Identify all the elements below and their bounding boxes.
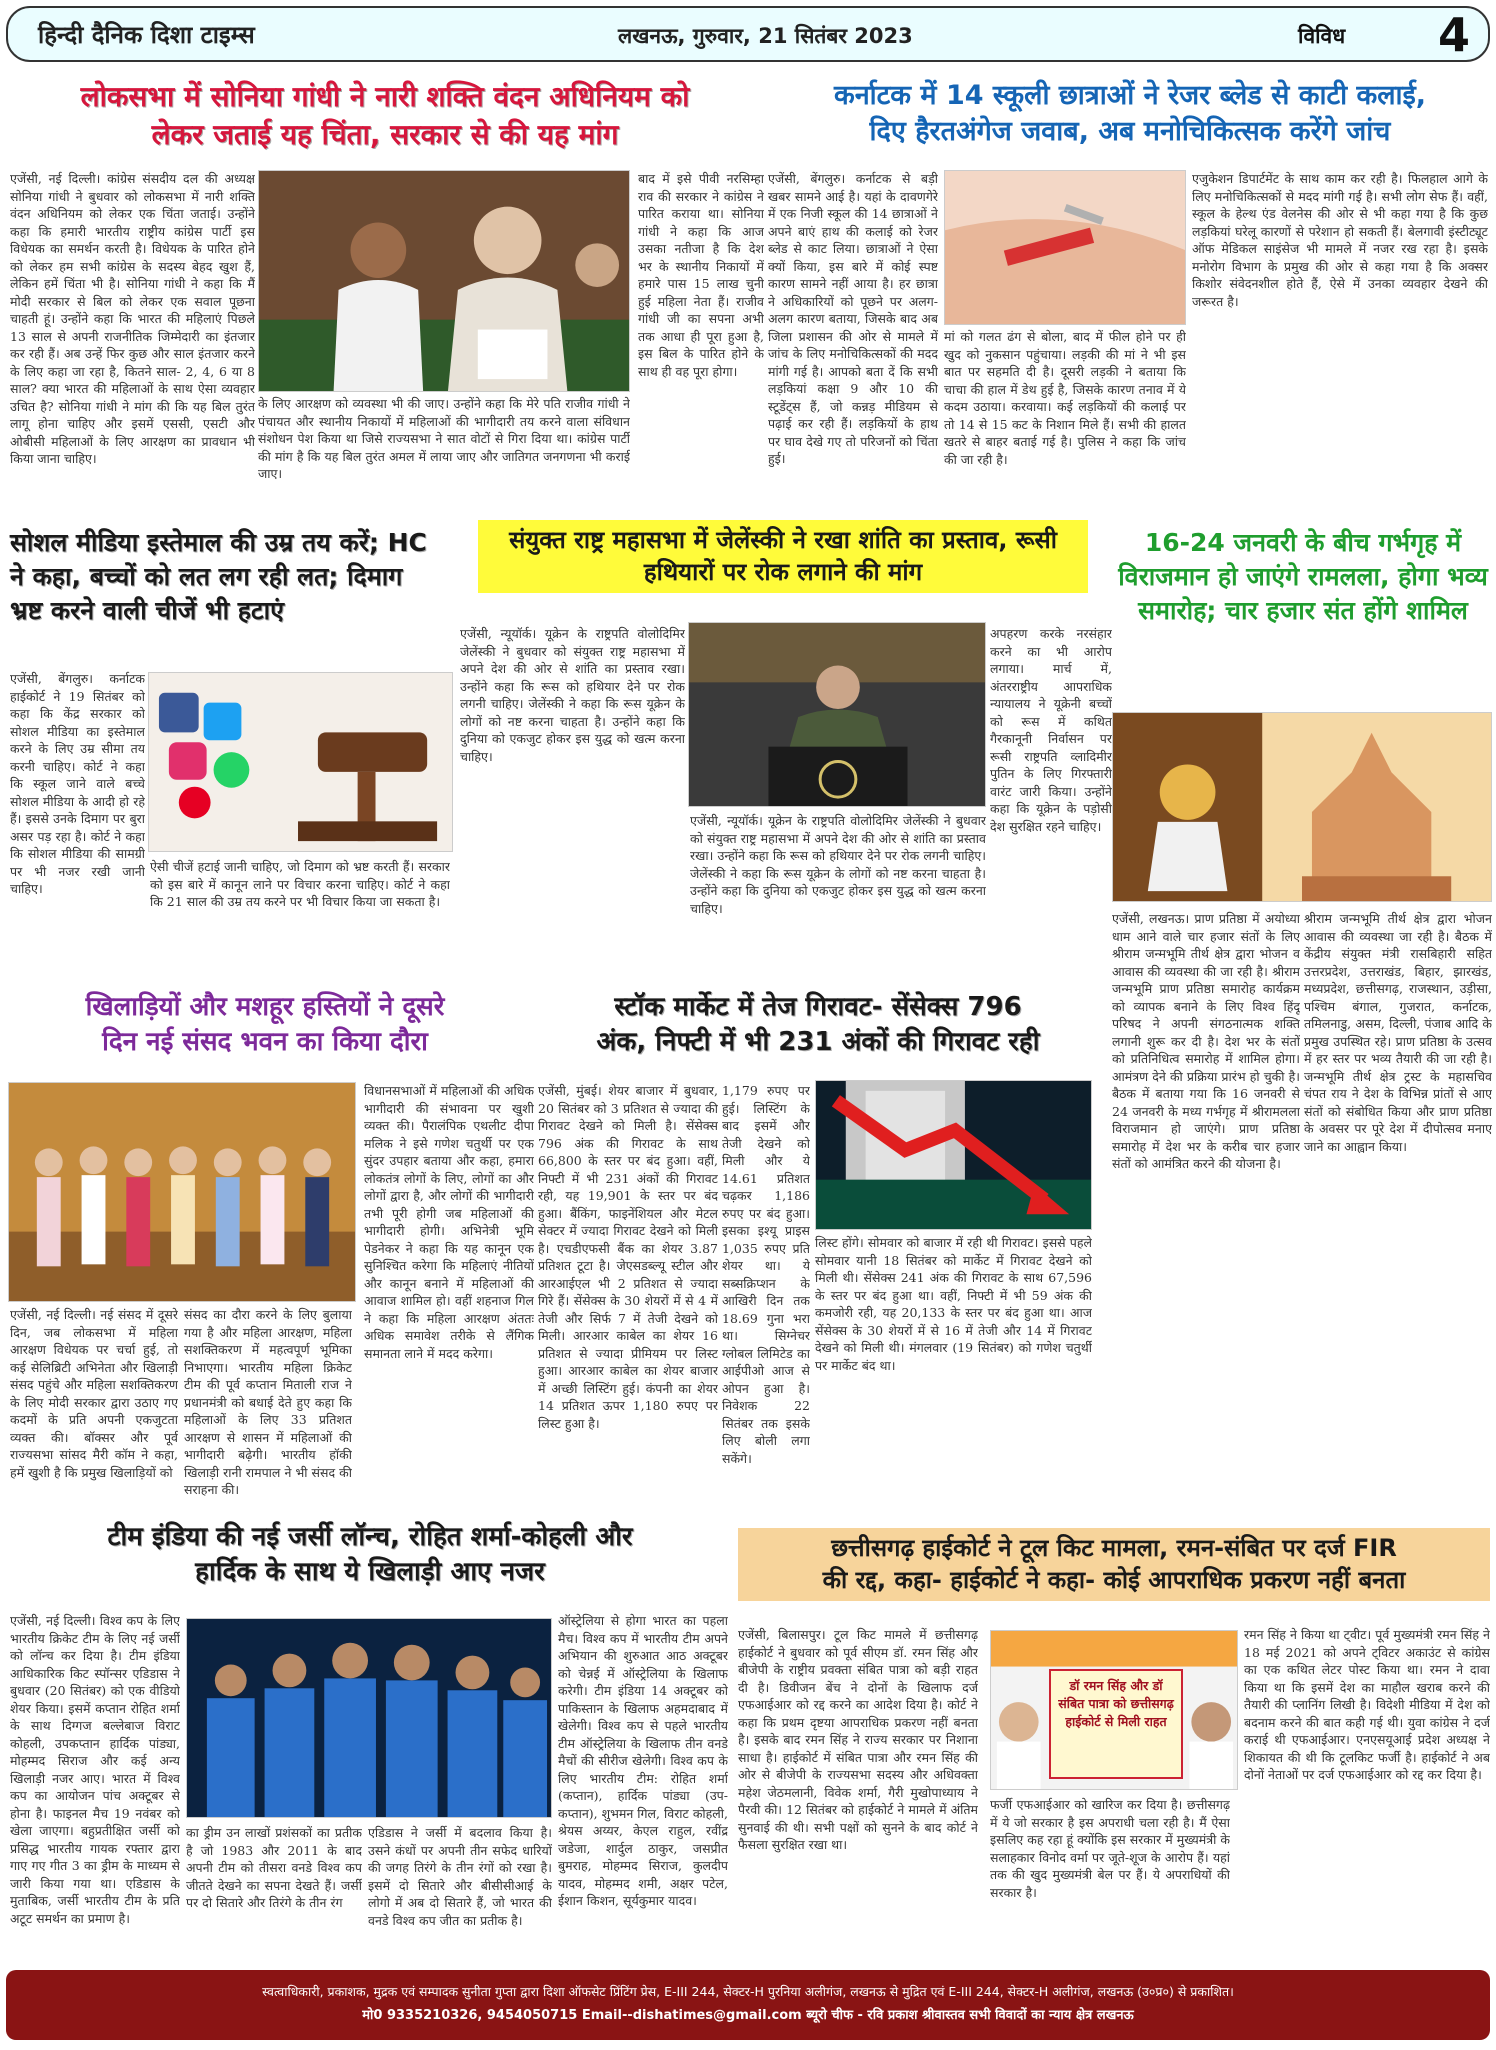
masthead: [6, 6, 1490, 62]
headline-line: स्टॉक मार्केट में तेज गिरावट- सेंसेक्स 796: [614, 992, 1022, 1022]
headline-line: दिन नई संसद भवन का किया दौरा: [102, 1027, 428, 1058]
story-column: ऐसी चीजें हटाई जानी चाहिए, जो दिमाग को भ्रष्ट करती हैं। सरकार को इस बारे में कानून लाने पर विचार करना चाहिए। कोर्ट ने कहा कि 21 साल की उम्र तय करने पर भी विचार किया जा सकता है।: [150, 859, 450, 909]
zelensky-un-photo: [688, 622, 986, 807]
headline-social-media: सोशल मीडिया इस्तेमाल की उम्र तय करें; HC ने कहा, बच्चों को लत लग रही लत; दिमाग भ्रष्ट करने वाली चीजें भी हटाएं: [10, 528, 427, 625]
headline-line: अंक, निफ्टी में भी 231 अंकों की गिरावट रही: [596, 1027, 1040, 1058]
headline-line: कर्नाटक में 14 स्कूली छात्राओं ने रेजर ब्लेड से काटी कलाई,: [833, 80, 1427, 111]
story-column: एजेंसी, बेंगलुरु। कर्नाटक हाईकोर्ट ने 19 सितंबर को कहा कि केंद्र सरकार को सोशल मीडिया का इस्तेमाल करने के लिए उम्र सीमा तय करनी चाहिए। कोर्ट ने कहा कि स्कूल जाने वाले बच्चे सोशल मीडिया के आदी हो रहे हैं। इससे उनके दिमाग पर बुरा असर पड़ रहा है। कोर्ट ने कहा कि सोशल मीडिया की सामग्री पर भी नजर रखी जानी चाहिए।: [10, 671, 145, 896]
headline-line: छत्तीसगढ़ हाईकोर्ट ने टूल किट मामला, रमन-संबित पर दर्ज FIR: [831, 1534, 1397, 1562]
imprint-line: स्वत्वाधिकारी, प्रकाशक, मुद्रक एवं सम्पादक सुनीता गुप्ता द्वारा दिशा ऑफसेट प्रिंटिंग प्रेस, E-III 244, सेक्टर-H पुरनिया अलीगंज, लखनऊ से मुद्रित एवं E-III 244, सेक्टर-H अलीगंज, लखनऊ (उ०प्र०) से प्रकाशित।: [262, 1984, 1234, 1999]
story-column: एजेंसी, न्यूयॉर्क। यूक्रेन के राष्ट्रपति वोलोदिमिर जेलेंस्की ने बुधवार को संयुक्त राष्ट्र महासभा में अपने देश की ओर से शांति का प्रस्ताव रखा। उन्होंने कहा कि रूस को हथियार देने पर रोक लगनी चाहिए। जेलेंस्की ने कहा कि रूस यूक्रेन के लोगों को नष्ट करना चाहता है। उन्होंने कहा कि दुनिया को एकजुट होकर इस युद्ध को खत्म करना चाहिए।: [460, 626, 685, 764]
photo-caption: डॉ रमन सिंह और डॉ संबित पात्रा को छत्तीसगढ़ हाईकोर्ट से मिली राहत: [1049, 1669, 1183, 1779]
headline-zelensky: संयुक्त राष्ट्र महासभा में जेलेंस्की ने रखा शांति का प्रस्ताव, रूसी हथियारों पर रोक लगाने की मांग: [478, 520, 1088, 593]
story-column: एजेंसी, बेंगलुरु। कर्नाटक से बड़ी खबर सामने आई है। यहां के दावणगेरे में एक निजी स्कूल की 14 छात्राओं ने अपने बाएं हाथ की कलाई को रेजर ब्लेड से काट लिया। छात्राओं ने ऐसा क्यों किया, इस बारे में कोई स्पष्ट कारण सामने नहीं आया है। हर छात्रा ने अधिकारियों को पूछने पर अलग-अलग कारण बताया, जिसके बाद अब जिला प्रशासन की ओर से मामले में जांच के लिए मनोचिकित्सकों की मदद मांगी गई है। आपको बता दें कि सभी लड़कियां कक्षा 9 और 10 की स्टूडेंट्स हैं, जो कन्नड़ मीडियम से पढ़ाई कर रही हैं। लड़कियों के हाथ पर घाव देखे गए तो परिजनों को चिंता हुई।: [768, 171, 938, 466]
story-column: रमन सिंह ने किया था ट्वीट। पूर्व मुख्यमंत्री रमन सिंह ने 18 मई 2021 को अपने ट्विटर अकाउंट से कांग्रेस का एक कथित लेटर पोस्ट किया था। रमन ने दावा किया था कि इसमें देश का माहौल खराब करने की तैयारी की प्लानिंग लिखी है। विदेशी मीडिया में देश को बदनाम करने की बात कही गई थी। युवा कांग्रेस ने दर्ज कराई थी एफआईआर। एनएसयूआई प्रदेश अध्यक्ष ने शिकायत की थी कि टूलकिट फर्जी है। हाईकोर्ट ने अब दोनों नेताओं पर दर्ज एफआईआर को रद्द कर दिया है।: [1244, 1627, 1490, 1782]
contact-line: मो0 9335210326, 9454050715 Email--dishatimes@gmail.com ब्यूरो चीफ - रवि प्रकाश श्रीवास्तव सभी विवादों का न्याय क्षेत्र लखनऊ: [362, 2008, 1134, 2023]
headline-parliament-visit: [10, 990, 520, 1060]
headline-stock-market: [548, 990, 1088, 1060]
story-column: के लिए आरक्षण को व्यवस्था भी की जाए। उन्होंने कहा कि मेरे पति राजीव गांधी ने पंचायत और स्थानीय निकायों में महिलाओं की भागीदारी तय करने वाला संविधान संशोधन पेश किया था जिसे राज्यसभा ने सात वोटों से गिरा दिया था। कांग्रेस पार्टी की मांग है कि यह बिल तुरंत अमल में लाया जाए और जातिगत जनगणना भी कराई जाए।: [258, 396, 630, 481]
story-column: एजेंसी, लखनऊ। प्राण प्रतिष्ठा में अयोध्या धाम आने वाले चार हजार संतों के लिए श्रीराम जन्मभूमि तीर्थ क्षेत्र द्वारा भोजन व आवास की व्यवस्था की जा रही है। श्रीराम जन्मभूमि प्राण प्रतिष्ठा समारोह कार्यक्रम को व्यापक बनाने के लिए विश्व हिंदू परिषद ने अपनी संगठनात्मक शक्ति लगानी शुरू कर दी है। देश भर के संतों को प्रतिनिधित्व समारोह में शामिल होगा। आमंत्रण देने की प्रक्रिया प्रारंभ हो चुकी है। बैठक में बताया गया कि 16 जनवरी से 24 जनवरी के मध्य गर्भगृह में श्रीरामलला विराजमान हो जाएंगे। प्राण प्रतिष्ठा समारोह में देश भर के करीब चार हजार संतों को आमंत्रित करने की योजना है।: [1112, 911, 1300, 1171]
story-column: संसद का दौरा करने के लिए बुलाया गया है और महिला आरक्षण, महिला सशक्तिकरण में महत्वपूर्ण भूमिका निभाएगा। भारतीय महिला क्रिकेट टीम की पूर्व कप्तान मिताली राज ने प्रधानमंत्री को बधाई देते हुए कहा कि महिलाओं के लिए 33 प्रतिशत आरक्षण से शासन में महिलाओं की भागीदारी बढ़ेगी। भारतीय हॉकी खिलाड़ी रानी रामपाल ने भी संसद की सराहना की।: [184, 1307, 352, 1497]
celebrities-parliament-photo: [8, 1082, 356, 1302]
story-column: एजेंसी, नई दिल्ली। नई संसद में दूसरे दिन, जब लोकसभा में महिला आरक्षण विधेयक पर चर्चा हुई, तो कई सेलिब्रिटी अभिनेता और खिलाड़ी संसद पहुंचे और महिला सशक्तिकरण के लिए मोदी सरकार द्वारा उठाए गए कदमों के प्रति अपनी एकजुटता व्यक्त की। बॉक्सर और पूर्व राज्यसभा सांसद मैरी कॉम ने कहा, हमें खुशी है कि प्रमुख खिलाड़ियों को: [10, 1307, 178, 1480]
story-column: अपहरण करके नरसंहार करने का भी आरोप लगाया। मार्च में, अंतरराष्ट्रीय आपराधिक न्यायालय ने यूक्रेनी बच्चों को रूस में कथित गैरकानूनी निर्वासन पर रूसी राष्ट्रपति व्लादिमीर पुतिन के लिए गिरफ्तारी वारंट जारी किया। उन्होंने कहा कि यूक्रेन के पड़ोसी देश सुरक्षित रहने चाहिए।: [990, 626, 1112, 834]
headline-karnataka: [770, 78, 1490, 151]
headline-line: लेकर जताई यह चिंता, सरकार से की यह मांग: [151, 117, 619, 151]
story-column: एजेंसी, मुंबई। शेयर बाजार में बुधवार, 20 सितंबर को 3 प्रतिशत से ज्यादा की गिरावट देखने को मिली है। सेंसेक्स 796 अंक की गिरावट के साथ 66,800 के स्तर पर बंद हुआ। वहीं, निफ्टी में भी 231 अंकों की गिरावट रही, यह 19,901 के स्तर पर बंद हुआ। बैंकिंग, फाइनेंशियल और मेटल सेक्टर में ज्यादा गिरावट देखने को मिली है। एचडीएफसी बैंक का शेयर 3.87 प्रतिशत टूटा है। जेएसडब्ल्यू स्टील और आरआईएल भी 2 प्रतिशत से ज्यादा गिरे हैं। सेंसेक्स के 30 शेयरों में से 4 में तेजी और सिर्फ 7 में तेजी देखने को मिली। आरआर काबेल का शेयर 16 प्रतिशत से ज्यादा प्रीमियम पर लिस्ट हुआ। आरआर काबेल का शेयर बाजार में अच्छी लिस्टिंग हुई। कंपनी का शेयर 14 प्रतिशत ऊपर 1,180 रुपए पर लिस्ट हुआ है।: [538, 1083, 718, 1431]
headline-chhattisgarh: [738, 1528, 1490, 1601]
wrist-photo: [944, 170, 1186, 325]
story-column: बाद में इसे पीवी नरसिम्हा राव की सरकार ने कांग्रेस ने पारित कराया था। सोनिया गांधी ने कहा कि आज उसका नतीजा है कि देश भर के स्थानीय निकायों में हमारे पास 15 लाख चुनी हुई महिला नेता हैं। राजीव गांधी जी का सपना अभी तक आधा ही पूरा हुआ है, इस बिल के पारित होने के साथ ही वह पूरा होगा।: [638, 171, 764, 379]
section-name: विविध: [1298, 24, 1346, 48]
story-column: का ड्रीम उन लाखों प्रशंसकों का प्रतीक है जो 1983 और 2011 के बाद अपनी टीम को तीसरा वनडे विश्व कप जीतते देखने का सपना देखते हैं। जर्सी पर दो सितारे और तिरंगे के तीन रंग: [186, 1825, 362, 1910]
imprint-footer: [6, 1970, 1490, 2040]
headline-line: टीम इंडिया की नई जर्सी लॉन्च, रोहित शर्मा-कोहली और: [107, 1522, 633, 1552]
page-number: 4: [1438, 8, 1471, 62]
story-column: एजुकेशन डिपार्टमेंट के साथ काम कर रही है। फिलहाल आगे के लिए मनोचिकित्सकों से मदद मांगी गई है। सभी लोग सेफ हैं। वहीं, स्कूल के हेल्थ एंड वेलनेस की ओर से भी कहा गया है कि कुछ लड़कियां घरेलू कारणों से परेशान हो सकती हैं। बेलगावी इंस्टीट्यूट ऑफ मेडिकल साइंसेज भी मामले में नजर रख रहा है। इसके मनोरोग विभाग के प्रमुख की ओर से कहा गया है कि अक्सर किशोर संवेदनशील होते हैं, ऐसे में उनका व्यवहार देखने की जरूरत है।: [1192, 171, 1488, 309]
story-column: एजेंसी, नई दिल्ली। विश्व कप के लिए भारतीय क्रिकेट टीम के लिए नई जर्सी को लॉन्च कर दिया है। टीम इंडिया आधिकारिक किट स्पॉन्सर एडिडास ने बुधवार (20 सितंबर) को एक वीडियो शेयर किया। इसमें कप्तान रोहित शर्मा के साथ दिग्गज बल्लेबाज विराट कोहली, उपकप्तान हार्दिक पांड्या, मोहम्मद सिराज और कई अन्य खिलाड़ी नजर आए। भारत में विश्व कप का आयोजन पांच अक्टूबर से होना है। फाइनल मैच 19 नवंबर को खेला जाएगा। बहुप्रतीक्षित जर्सी को प्रसिद्ध भारतीय गायक रफ्तार द्वारा गाए गए गीत 3 का ड्रीम के माध्यम से जारी किया गया था। एडिडास के मुताबिक, जर्सी भारतीय टीम के प्रति अटूट समर्थन का प्रमाण है।: [10, 1613, 180, 1926]
story-column: मां को गलत ढंग से बोला, बाद में फील होने पर ही खुद को नुकसान पहुंचाया। लड़की की मां ने भी इस बात पर सहमति दी है। दूसरी लड़की ने बताया कि चाचा की हाल में डेथ हुई है, जिसके कारण तनाव में ये कदम उठाया। करवाया। कई लड़कियों की कलाई पर तो 14 से 15 कट के निशान मिले हैं। सभी की हालत खतरे से बाहर बताई गई है। पुलिस ने कहा कि जांच की जा रही है।: [944, 329, 1186, 467]
headline-sonia: [10, 78, 760, 154]
story-column: एजेंसी, बिलासपुर। टूल किट मामले में छत्तीसगढ़ हाईकोर्ट ने बुधवार को पूर्व सीएम डॉ. रमन सिंह और बीजेपी के राष्ट्रीय प्रवक्ता संबित पात्रा को बड़ी राहत दी है। डिवीजन बेंच ने दोनों के खिलाफ दर्ज एफआईआर को रद्द करने का आदेश दिया है। कोर्ट ने कहा कि प्रथम दृष्टया आपराधिक प्रकरण नहीं बनता है। इसके बाद रमन सिंह ने राज्य सरकार पर निशाना साधा है। हाईकोर्ट में संबित पात्रा और रमन सिंह की ओर से बीजेपी के राज्यसभा सदस्य और अधिवक्ता महेश जेठमलानी, विवेक शर्मा, गैरी मुखोपाध्याय ने पैरवी की। 12 सितंबर को हाईकोर्ट ने मामले में अंतिम सुनवाई की थी। सभी पक्षों को सुनने के बाद कोर्ट ने फैसला सुरक्षित रखा था।: [738, 1627, 978, 1852]
headline-line: हार्दिक के साथ ये खिलाड़ी आए नजर: [195, 1557, 545, 1588]
headline-ram-lalla: 16-24 जनवरी के बीच गर्भगृह में विराजमान हो जाएंगे रामलला, होगा भव्य समारोह; चार हजार संत होंगे शामिल: [1118, 528, 1488, 625]
headline-line: खिलाड़ियों और मशहूर हस्तियों ने दूसरे: [85, 992, 445, 1022]
headline-line: दिए हैरतअंगेज जवाब, अब मनोचिकित्सक करेंगे जांच: [869, 116, 1391, 148]
story-column: एजेंसी, न्यूयॉर्क। यूक्रेन के राष्ट्रपति वोलोदिमिर जेलेंस्की ने बुधवार को संयुक्त राष्ट्र महासभा में अपने देश की ओर से शांति का प्रस्ताव रखा। उन्होंने कहा कि रूस को हथियार देने पर रोक लगनी चाहिए। जेलेंस्की ने कहा कि रूस यूक्रेन के लोगों को नष्ट करना चाहता है। उन्होंने कहा कि दुनिया को एकजुट होकर इस युद्ध को खत्म करना चाहिए।: [690, 813, 986, 916]
headline-line: की रद्द, कहा- हाईकोर्ट ने कहा- कोई आपराधिक प्रकरण नहीं बनता: [822, 1566, 1406, 1595]
newspaper-name: हिन्दी दैनिक दिशा टाइम्स: [38, 21, 255, 49]
raman-sambit-photo: [990, 1630, 1238, 1790]
social-media-gavel-photo: [148, 672, 453, 852]
stock-market-photo: [815, 1080, 1092, 1230]
story-column: फर्जी एफआईआर को खारिज कर दिया है। छत्तीसगढ़ में ये जो सरकार है इस अपराधी चला रही है। मैं ऐसा इसलिए कह रहा हूं क्योंकि इस सरकार में मुख्यमंत्री के सलाहकार विनोद वर्मा पर जूते-शूज के आरोप हैं। यहां तक की खुद मुख्यमंत्री बेल पर हैं। ये अपराधियों की सरकार है।: [990, 1797, 1230, 1900]
story-column: एजेंसी, नई दिल्ली। कांग्रेस संसदीय दल की अध्यक्ष सोनिया गांधी ने बुधवार को लोकसभा में नारी शक्ति वंदन अधिनियम को लेकर एक चिंता जताई। उन्होंने कहा कि हमारी भारतीय राष्ट्रीय कांग्रेस पार्टी इस विधेयक का समर्थन करती है। विधेयक के पारित होने को लेकर हम सभी कांग्रेस के सदस्य बेहद खुश हैं, लेकिन हमें चिंता भी है। सोनिया गांधी ने कहा कि मैं मोदी सरकार से बिल को लेकर एक सवाल पूछना चाहती हूं। उन्होंने कहा कि भारत की महिलाएं पिछले 13 साल से अपनी राजनीतिक जिम्मेदारी का इंतजार कर रही हैं। अब उन्हें फिर कुछ और साल इंतजार करने के लिए कहा जा रहा है, कितने साल- 2, 4, 6 या 8 साल? क्या भारत की महिलाओं के साथ ऐसा व्यवहार उचित है? सोनिया गांधी ने मांग की कि यह बिल तुरंत लागू होना चाहिए और इसमें एससी, एसटी और ओबीसी महिलाओं के लिए आरक्षण का प्रावधान भी किया जाना चाहिए।: [10, 171, 255, 466]
dateline: लखनऊ, गुरुवार, 21 सितंबर 2023: [618, 24, 913, 48]
story-column: लिस्ट होंगे। सोमवार को बाजार में रही थी गिरावट। इससे पहले सोमवार यानी 18 सितंबर को मार्केट में गिरावट देखने को मिली थी। सेंसेक्स 241 अंक की गिरावट के साथ 67,596 के स्तर पर बंद हुआ था। वहीं, निफ्टी में भी 59 अंक की कमजोरी रही, यह 20,133 के स्तर पर बंद हुआ था। आज सेंसेक्स के 30 शेयरों में से 16 में तेजी और 14 में गिरावट देखने को मिली थी। मंगलवार (19 सितंबर) को गणेश चतुर्थी पर मार्केट बंद था।: [815, 1235, 1092, 1373]
headline-line: लोकसभा में सोनिया गांधी ने नारी शक्ति वंदन अधिनियम को: [80, 80, 690, 113]
story-column: श्रीराम जन्मभूमि तीर्थ क्षेत्र द्वारा भोजन आवास की व्यवस्था जा रही है। बैठक में केंद्रीय संयुक्त मंत्री रासबिहारी सहित उत्तरप्रदेश, उत्तराखंड, बिहार, झारखंड, मध्यप्रदेश, छत्तीसगढ़, राजस्थान, उड़ीसा, पश्चिम बंगाल, गुजरात, कर्नाटक, तमिलनाडु, असम, दिल्ली, पंजाब आदि के प्रमुख उपस्थित रहे। प्राण प्रतिष्ठा के उत्सव में हर स्तर पर भव्य तैयारी की जा रही है। जन्मभूमि तीर्थ क्षेत्र ट्रस्ट के महासचिव चंपत राय ने देश के विभिन्न प्रांतों से आए संतों को संबोधित किया और प्राण प्रतिष्ठा के अवसर पर पूरे देश में दीपोत्सव मनाए जाने का आह्वान किया।: [1304, 911, 1492, 1154]
headline-jersey: [10, 1520, 730, 1590]
team-india-jersey-photo: [186, 1618, 552, 1818]
story-column: ऑस्ट्रेलिया से होगा भारत का पहला मैच। विश्व कप में भारतीय टीम अपने अभियान की शुरुआत आठ अक्टूबर को चेन्नई में ऑस्ट्रेलिया के खिलाफ करेगी। टीम इंडिया 14 अक्टूबर को पाकिस्तान के खिलाफ अहमदाबाद में खेलेगी। विश्व कप से पहले भारतीय टीम ऑस्ट्रेलिया के खिलाफ तीन वनडे मैचों की सीरीज खेलेगी। विश्व कप के लिए भारतीय टीम: रोहित शर्मा (कप्तान), हार्दिक पांड्या (उप-कप्तान), शुभमन गिल, विराट कोहली, श्रेयस अय्यर, केएल राहुल, रवींद्र जडेजा, शार्दुल ठाकुर, जसप्रीत बुमराह, मोहम्मद सिराज, कुलदीप यादव, मोहम्मद शमी, अक्षर पटेल, ईशान किशन, सूर्यकुमार यादव।: [558, 1613, 728, 1908]
story-column: एडिडास ने जर्सी में बदलाव किया है। उसने कंधों पर अपनी तीन सफेद धारियों की जगह तिरंगे के तीन रंगों को रखा है। इसमें दो सितारे और बीसीसीआई के लोगो में अब दो सितारे हैं, जो भारत की वनडे विश्व कप जीत का प्रतीक है।: [368, 1825, 552, 1928]
story-column: 1,179 रुपए पर हुई। लिस्टिंग के बाद इसमें और तेजी देखने को मिली और ये 14.61 प्रतिशत चढ़कर 1,186 रुपए पर बंद हुआ। इसका इश्यू प्राइस 1,035 रुपए प्रति शेयर था। ये सब्सक्रिप्शन के आखिरी दिन तक 18.69 गुना भरा था। सिग्नेचर ग्लोबल लिमिटेड का आईपीओ आज से ओपन हुआ है। निवेशक 22 सितंबर तक इसके लिए बोली लगा सकेंगे।: [722, 1083, 810, 1466]
story-column: विधानसभाओं में महिलाओं की अधिक भागीदारी की संभावना पर खुशी व्यक्त की। पैरालंपिक एथलीट दीपा मलिक ने इसे गणेश चतुर्थी पर एक सुंदर उपहार बताया और कहा, हमारा लोकतंत्र लोगों के लिए, लोगों का और लोगों द्वारा है, और लोगों की भागीदारी तभी पूरी होगी जब महिलाओं की भागीदारी होगी। अभिनेत्री भूमि पेडनेकर ने कहा कि यह कानून एक सुनिश्चित करेगा कि महिलाएं नीतियों और कानून बनाने में महिलाओं की आवाज शामिल हो। वहीं शहनाज गिल ने कहा कि महिला आरक्षण अंततः अधिक समावेश तरीके से लैंगिक समानता लाने में मदद करेगा।: [364, 1083, 534, 1361]
ram-temple-photo: [1112, 712, 1492, 902]
sonia-gandhi-photo: [258, 170, 630, 392]
